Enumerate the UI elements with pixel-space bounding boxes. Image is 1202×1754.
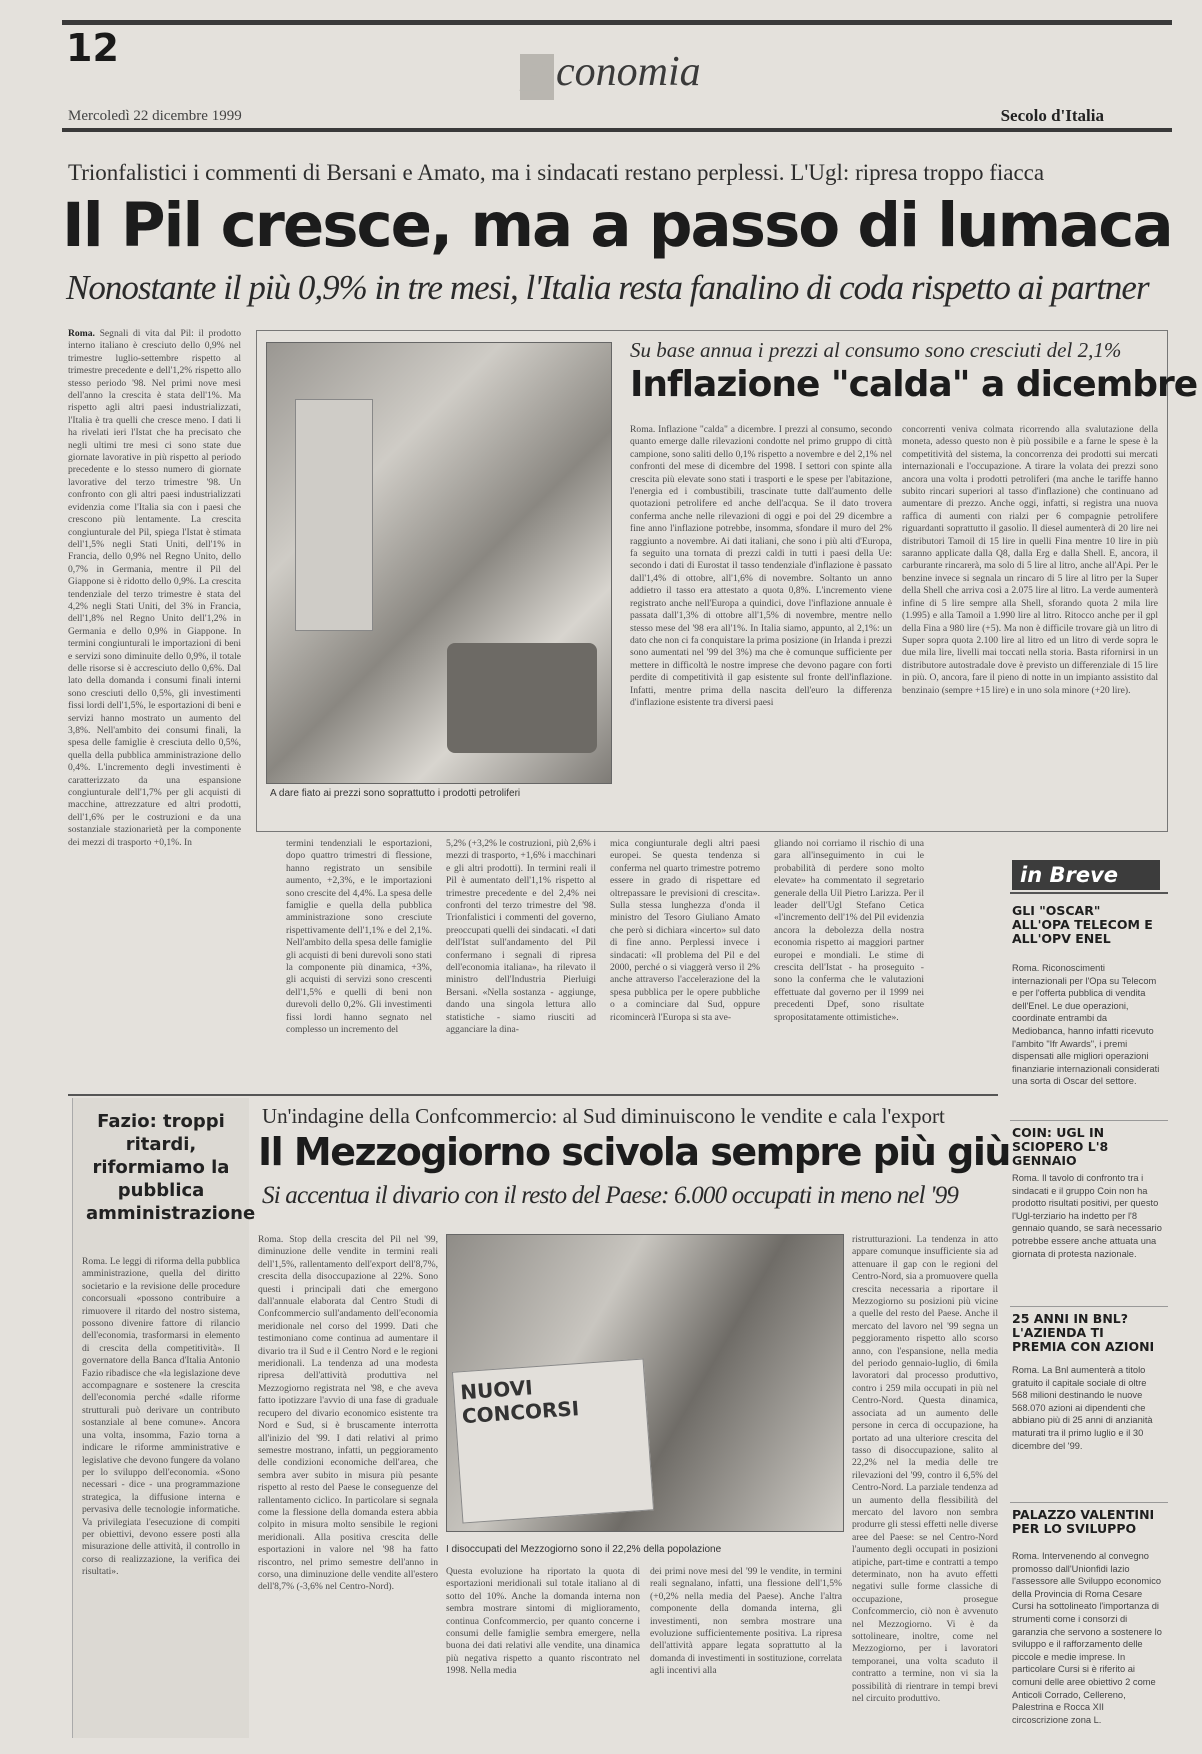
inflation-headline: Inflazione "calda" a dicembre <box>630 364 1198 405</box>
mezzogiorno-column-3: dei primi nove mesi del '99 le vendite, in termini reali segnalano, infatti, una flessione dell'1,5% (+0,2% nella media del Paese). Anche l'altra componente della domanda interna, gli investimenti, non sembra mostrare una evoluzione sufficientemente positiva. La ripresa dell'attività appare legata soprattutto al la domanda di investimenti in sostituzione, correlata agli incentivi alla <box>650 1566 842 1677</box>
issue-date: Mercoledì 22 dicembre 1999 <box>68 108 242 124</box>
mezzogiorno-column-4: ristrutturazioni. La tendenza in atto appare comunque insufficiente sia ad attenuare il gap con le regioni del Centro-Nord, sia a promuovere quella crescita necessaria a riportare il Mezzogiorno su posizioni più vicine a quelle del resto del Paese. Anche il mercato del lavoro nel '99 segna un peggioramento rispetto allo scorso anno, con l'espansione, nella media del periodo gennaio-luglio, di 6mila lavoratori dal processo produttivo, contro i 259 mila occupati in più nel Centro-Nord. Questa dinamica, associata ad un aumento delle persone in cerca di occupazione, ha portato ad una ulteriore crescita del tasso di disoccupazione, salito al 22,2% nel la media delle tre rilevazioni del '99, contro il 6,5% del Centro-Nord. La parziale tendenza ad un aumento della flessibilità del mercato del lavoro non sembra produrre gli stessi effetti nelle diverse aree del Paese: se nel Centro-Nord l'aumento degli occupati in posizioni atipiche, part-time e contratti a tempo determinato, non ha avuto effetti negativi sulle forme classiche di occupazione, prosegue Confcommercio, ciò non è avvenuto nel Mezzogiorno. Vi è da sottolineare, inoltre, come nel Mezzogiorno, per i lavoratori temporanei, una volta scaduto il contratto a termine, non vi sia la possibilità di rientrare in tempi brevi nel circuito produttivo. <box>852 1234 998 1705</box>
section-title-text: conomia <box>556 49 701 95</box>
lead-dateline: Roma. <box>68 328 95 339</box>
lead-subhead: Nonostante il più 0,9% in tre mesi, l'Italia resta fanalino di coda rispetto ai partner <box>66 268 1149 307</box>
lead-headline: Il Pil cresce, ma a passo di lumaca <box>62 190 1172 261</box>
lead-column-5: gliando noi corriamo il rischio di una gara all'inseguimento in cui le probabilità di perdere sono molto elevate» ha commentato il segretario generale della Uil Pietro Larizza. Per il leader dell'Ugl Stefano Cetica «l'incremento dell'1% del Pil evidenzia ancora la debolezza della nostra economia rispetto ai maggiori partner europei e mondiali. Le stime di crescita dell'Istat - ha proseguito - sono la conferma che le valutazioni effettuate dal governo per il 1999 nei precedenti Dpef, sono risultate spropositatamente ottimistiche». <box>774 838 924 1023</box>
mezzogiorno-photo-caption: I disoccupati del Mezzogiorno sono il 22,2% della popolazione <box>446 1544 722 1555</box>
newspaper-in-photo-title: NUOVI CONCORSI <box>459 1375 580 1429</box>
mezzogiorno-subhead: Si accentua il divario con il resto del Paese: 6.000 occupati in meno nel '99 <box>262 1182 959 1209</box>
inflation-column-2: concorrenti veniva colmata ricorrendo alla svalutazione della moneta, adesso questo non è più possibile e a farne le spese è la competitività del sistema, la concorrenza dei prodotti sui mercati internazionali e l'occupazione. A tirare la volata dei prezzi sono ancora una volta i prodotti petroliferi (ma anche le tariffe hanno subito rincari superiori al tasso d'inflazione) che continuano ad aumentare di prezzo. Anche oggi, infatti, si registra una nuova raffica di aumenti con rialzi per 6 compagnie petrolifere riguardanti soprattutto il gasolio. Il diesel aumenterà di 20 lire nei distributori Tamoil di 15 lire in quelli Fina mentre 10 lire in più saranno applicate dalla Q8, dalla Erg e dalla Shell. E, ancora, il carburante rincarerà, ma solo di 5 lire al litro, anche all'Api. Per le benzine invece si segnala un rincaro di 5 lire al litro per la Super della Shell che arriva così a 2.075 lire al litro. La verde aumenterà infine di 5 lire sempre alla Shell, sforando quota 2 mila lire (1.995) e alla Tamoil a 1.990 lire al litro. Ritocco anche per il gpl della Fina a 980 lire (+5). Ma non è difficile trovare già un litro di Super sopra quota 2.100 lire al litro ed un litro di verde sopra le due mila lire, livelli mai toccati nella storia. Basta rifornirsi in un distributore autostradale dove è previsto un differenziale di 15 lire in più. O, ancora, fare il pieno di notte in un impianto assistito dal benzinaio (sempre +15 lire) e in uno sola minore (+20 lire). <box>902 424 1158 696</box>
newspaper-name: Secolo d'Italia <box>1000 106 1104 125</box>
mezzogiorno-headline: Il Mezzogiorno scivola sempre più giù <box>258 1130 1010 1174</box>
section-initial-logo: E <box>520 54 554 100</box>
in-breve-header: in Breve <box>1012 860 1160 890</box>
brief-title-1: GLI "OSCAR" ALL'OPA TELECOM E ALL'OPV ENEL <box>1012 903 1153 946</box>
fazio-headline: Fazio: troppi ritardi, riformiamo la pubblica amministrazione <box>86 1111 256 1224</box>
brief-body-3: Roma. La Bnl aumenterà a titolo gratuito il capitale sociale di oltre 568 milioni destinando le nuove 568.070 azioni ai dipendenti che abbiano più di 25 anni di anzianità maturati tra il primo luglio e il 30 dicembre del '99. <box>1012 1365 1153 1451</box>
fazio-body: Roma. Le leggi di riforma della pubblica amministrazione, quella del diritto societario e la revisione delle procedure concorsuali «possono contribuire a rimuovere il ritardo del nostro sistema, possono divenire fattore di rilancio dell'economia, trasformarsi in elemento di crescita della competitività». Il governatore della Banca d'Italia Antonio Fazio ribadisce che «la legislazione deve accompagnare e sostenere la crescita dell'economia perché «dalle riforme strutturali può derivare un contributo sostanziale al bene comune». Ancora una volta, insomma, Fazio torna a indicare le riforme amministrative e legislative che devono fungere da volano per lo sviluppo dell'economia. «Sono necessari - dice - una programmazione strategica, la diffusione interna e pervasiva delle tecnologie informatiche. Va privilegiata l'esecuzione di compiti per obiettivi, devono essere posti alla misurazione delle attività, il controllo in corso di realizzazione, la verifica dei risultati». <box>82 1256 240 1578</box>
brief-body-1: Roma. Riconoscimenti internazionali per l'Opa su Telecom e per l'offerta pubblica di vendita dell'Enel. Le due operazioni, coordinate entrambi da Mediobanca, hanno infatti ricevuto l'ambito "Ifr Awards", i premi dispensati alle migliori operazioni finanziarie internazionali considerati una sorta di Oscar del settore. <box>1012 963 1160 1087</box>
inflation-column-1: Roma. Inflazione "calda" a dicembre. I prezzi al consumo, secondo quanto emerge dalle rilevazioni condotte nel primo gruppo di città campione, sono saliti dello 0,1% rispetto a novembre e del 2,1% nel confronti del mese di dicembre del 1998. I settori con spinte alla crescita più elevate sono stati i trasporti e le spese per l'abitazione, l'energia ed i combustibili, trascinate tutte dall'aumento delle quotazioni petrolifere ed anche dell'acqua. Se il dato trovera conferma anche nelle rilevazioni di oggi e poi del 29 dicembre a fine anno l'inflazione potrebbe, insomma, sfondare il muro del 2% raggiunto a novembre. Ai dati italiani, che sono i più alti d'Europa, fa seguito una tornata di prezzi caldi in tutti i paesi della Ue: secondo i dati di Eurostat il tasso tendenziale d'inflazione è passato dall'1,4% di ottobre, all'1,6% di novembre. Soltanto un anno addietro il tasso era attestato a quota 0,8%. L'incremento viene registrato anche nell'Europa a quindici, dove l'inflazione annuale è passata dall'1,3% di ottobre all'1,5% di novembre, mentre nello stesso mese del '98 era all'1%. In Italia siamo, appunto, al 2,1%: un dato che non ci fa conquistare la prima posizione (in Irlanda i prezzi sono aumentati nel '99 del 3%) ma che è comunque sufficiente per mettere in difficoltà le nostre imprese che devono pagare con forti perdite di competitività il gap esistente sul fronte dell'inflazione. Infatti, mentre prima della nascita dell'euro la differenza d'inflazione esistente tra diversi paesi <box>630 424 892 708</box>
fuel-station-photo <box>266 342 612 784</box>
mezzogiorno-column-1: Roma. Stop della crescita del Pil nel '99, diminuzione delle vendite in termini reali dell'1,5%, rallentamento dell'export dell'8,7%, crescita della disoccupazione al 22%. Sono questi i principali dati che emergono dall'annuale elaborata dal Centro Studi di Confcommercio sull'andamento dell'economia meridionale nel corso del 1999. Dati che testimoniano come continua ad aumentare il divario tra il Sud e il Centro Nord e le regioni meridionali. La tendenza ad una modesta ripresa dell'attività produttiva nel Mezzogiorno registrata nel '98, e che aveva fatto ipotizzare l'avvio di una fase di graduale recupero del divario economico esistente tra Nord e Sud, si è bruscamente interrotta all'inizio del '99. I dati relativi al primo semestre mostrano, infatti, un peggioramento delle condizioni economiche dell'area, che sembra aver subito in misura più pesante rispetto al resto del Paese le conseguenze del rallentamento ciclico. In particolare si segnala come la flessione della domanda estera abbia colpito in misura molto sensibile le regioni meridionali. Alla positiva crescita delle esportazioni in valore nel '98 ha fatto riscontro, nel primo semestre dell'anno in corso, una diminuzione delle vendite all'estero dell'8,7% (-3,6% nel Centro-Nord). <box>258 1234 438 1593</box>
car-shape <box>447 643 597 753</box>
lead-column-2: termini tendenziali le esportazioni, dopo quattro trimestri di flessione, hanno registrato un sensibile aumento, +2,3%, e le importazioni sono crescite del 4,4%. La spesa delle famiglie e quella della pubblica amministrazione sono cresciute rispettivamente dell'1,1% e del 2,1%. Nell'ambito della spesa delle famiglie gli acquisti di beni durevoli sono stati la componente più dinamica, +3%, gli acquisti di servizi sono crescenti dell'1,5% e quelli di beni non durevoli dello 0,2%. Gli investimenti fissi lordi hanno segnato nel complesso un incremento del <box>286 838 432 1036</box>
inflation-photo-caption: A dare fiato ai prezzi sono soprattutto i prodotti petroliferi <box>270 788 521 799</box>
lead-column-3: 5,2% (+3,2% le costruzioni, più 2,6% i mezzi di trasporto, +1,6% i macchinari e gli altri prodotti). In termini reali il Pil è aumentato dell'1,1% rispetto al trimestre precedente e del 2,4% nei confronti del terzo trimestre del '98. Trionfalistici i commenti del governo, preoccupati quelli dei sindacati. «I dati dell'Istat sull'andamento del Pil confermano i segnali di ripresa dell'economia italiana», ha rilevato il ministro dell'Industria Pierluigi Bersani. «Nella sostanza - aggiunge, dando una singola lettura allo statistiche - siamo riusciti ad agganciare la dina- <box>446 838 596 1036</box>
fuel-pump-shape <box>295 399 373 631</box>
brief-title-3: 25 ANNI IN BNL? L'AZIENDA TI PREMIA CON AZIONI <box>1012 1311 1155 1354</box>
lead-column-1 <box>68 328 241 1018</box>
brief-title-4: PALAZZO VALENTINI PER LO SVILUPPO <box>1012 1507 1155 1536</box>
lead-column-1-text: Segnali di vita dal Pil: il prodotto interno italiano è cresciuto dello 0,9% nel trimestre luglio-settembre rispetto al trimestre precedente e dell'1,2% rispetto allo stesso periodo '98. Nel primi nove mesi dell'anno la crescita è stata dell'1%. Ma rispetto agli altri paesi industrializzati, l'Italia è tra quelli che cresce meno. I dati li ha rivelati ieri l'Istat che ha precisato che negli ultimi tre mesi ci sono state due giornate lavorative in più rispetto al periodo precedente e lo stesso numero di giornate lavorative del terzo trimestre '98. Un confronto con gli altri paesi industrializzati evidenzia come l'Italia sia con i paesi che crescono più lentamente. La crescita congiunturale del Pil, spiega l'Istat è stimata dell'1,5% negli Stati Uniti, dell'1% in Francia, dello 0,9% nel Regno Unito, dello 0,7% in Germania, mentre il Pil del Giappone si è ridotto dello 0,9%. La crescita tendenziale del terzo trimestre è stata del 4,2% negli Stati Uniti, del 3% in Francia, dell'1,8% nel Regno Unito dell'1,2% in Germania e dello 0,9% in Giappone. In termini congiunturali le importazioni di beni e servizi sono diminuite dello 0,9%, il totale delle risorse si è accresciuto dello 0,6%. Dal lato della domanda i consumi finali interni sono cresciuti dello 0,5%, gli investimenti fissi lordi dell'1,5%, le esportazioni di beni e servizi hanno mostrato un aumento del 3,8%. Nell'ambito dei consumi finali, la spesa delle famiglie è cresciuta dello 0,5%, quella della pubblica amministrazione dello 0,4%. L'incremento degli investimenti è caratterizzato da una espansione congiunturale dell'1,7% per gli acquisti di macchine, attrezzature ed altri prodotti, dell'1,6% per le costruzioni e da una sostanziale stazionarietà per la componente dei mezzi di trasporto +0,1%. In <box>68 328 241 848</box>
mezzogiorno-column-2: Questa evoluzione ha riportato la quota di esportazioni meridionali sul totale italiano al di sotto del 10%. Anche la domanda interna non sembra mostrare sintomi di miglioramento, continua Confcommercio, per quanto concerne i consumi delle famiglie sembra emergere, nella buona dei dati relativi alle vendite, una dinamica più negativa rispetto a quanto riscontrato nel 1998. Nella media <box>446 1566 640 1677</box>
page-number: 12 <box>66 26 119 70</box>
newspaper-in-photo <box>452 1358 654 1523</box>
lead-kicker: Trionfalistici i commenti di Bersani e Amato, ma i sindacati restano perplessi. L'Ugl: ripresa troppo fiacca <box>68 160 1045 185</box>
lead-column-4: mica congiunturale degli altri paesi europei. Se questa tendenza si conferma nel quarto trimestre potremo essere in grado di rispettare ed oltrepassare le previsioni di crescita». Sulla stessa lunghezza d'onda il ministro del Tesoro Giuliano Amato che però si dichiara «incerto» sul dato di fine anno. Perplessi invece i sindacati: «Il problema del Pil e del 2000, perché o si viaggerà verso il 2% anche attraverso l'accelerazione del la spesa pubblica per le opere pubbliche o a cominciare dal Sud, oppure ricomincerà l'Europa si sta ave- <box>610 838 760 1023</box>
brief-body-4: Roma. Intervenendo al convegno promosso dall'Unionfidi lazio l'assessore alle Sviluppo economico della Provincia di Roma Cesare Cursi ha sottolineato l'importanza di strumenti come i consorzi di garanzia che servono a sostenere lo sviluppo e il rafforzamento delle piccole e medie imprese. In particolare Cursi si è riferito ai comuni delle aree obiettivo 2 come Anticoli Corrado, Cellereno, Palestrina e Rocca XII circoscrizione zona L. <box>1012 1551 1162 1725</box>
section-title <box>520 48 701 100</box>
inflation-kicker: Su base annua i prezzi al consumo sono cresciuti del 2,1% <box>630 338 1122 362</box>
job-seekers-photo <box>446 1234 844 1532</box>
brief-title-2: COIN: UGL IN SCIOPERO L'8 GENNAIO <box>1012 1125 1109 1168</box>
mezzogiorno-kicker: Un'indagine della Confcommercio: al Sud diminuiscono le vendite e cala l'export <box>262 1104 945 1128</box>
brief-body-2: Roma. Il tavolo di confronto tra i sindacati e il gruppo Coin non ha prodotto risultati positivi, per questo l'Ugl-terziario ha indetto per l'8 gennaio quando, se sarà necessario potrebbe essere anche attuata una giornata di protesta nazionale. <box>1012 1173 1162 1259</box>
